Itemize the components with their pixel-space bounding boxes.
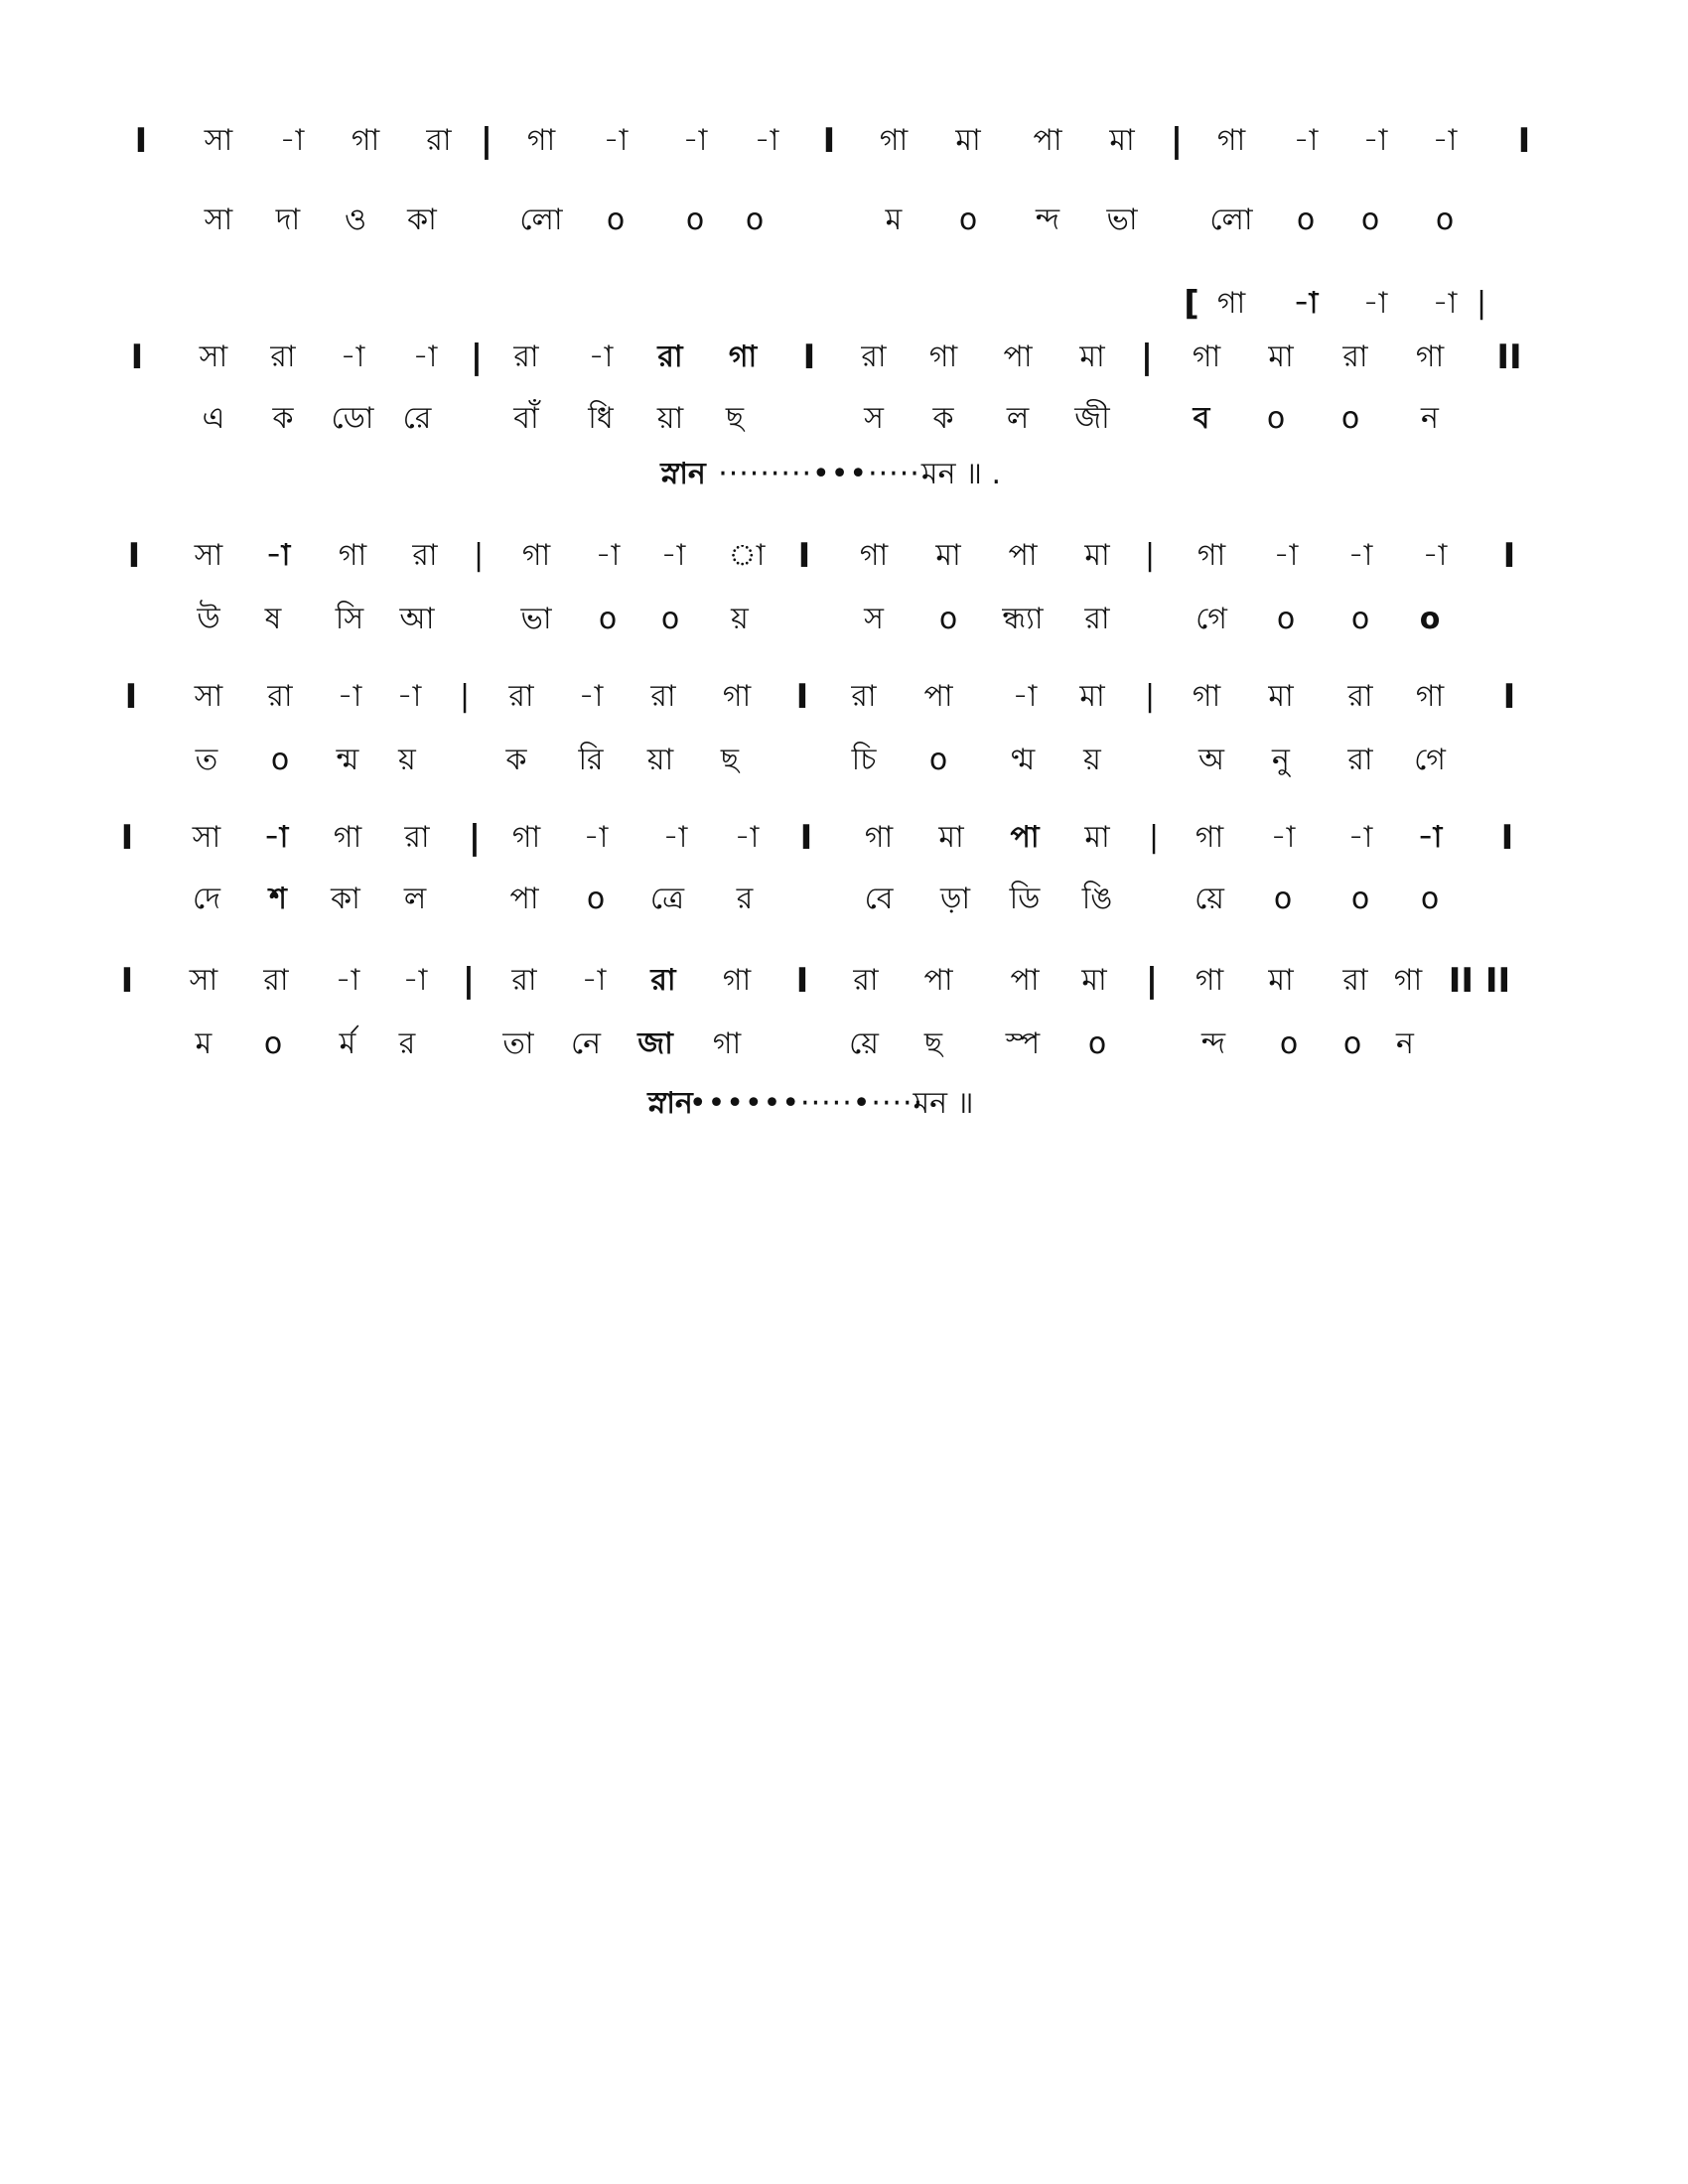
swara-note: রা (270, 340, 296, 374)
swara-note: পা (1003, 340, 1033, 374)
lyric-syllable: o (1360, 203, 1380, 237)
lyric-syllable: চি (851, 743, 877, 777)
lyric-syllable: জা (637, 1026, 673, 1061)
lyric-syllable: o (1420, 882, 1440, 916)
swara-note: -া (1012, 679, 1038, 714)
lyric-syllable: রে (402, 401, 432, 436)
lyric-syllable: য়া (656, 401, 684, 436)
swara-note: গা (1216, 286, 1246, 321)
refrain-dots: ••••••·····•····· (688, 1086, 924, 1121)
bar-mark: | (468, 818, 482, 858)
lyric-syllable: ন (1396, 1026, 1414, 1061)
line6-lyrics-row (0, 1015, 1688, 1074)
swara-note: -া (263, 820, 289, 855)
lyric-syllable: ড়া (939, 882, 971, 916)
lyric-syllable: o (660, 602, 680, 636)
lyric-syllable: রি (578, 743, 604, 777)
lyric-syllable: ব (1193, 401, 1210, 436)
lyric-syllable: য়া (646, 743, 674, 777)
refrain-row-2 (0, 1074, 1688, 1134)
lyric-syllable: ত (195, 743, 218, 777)
lyric-syllable: o (1296, 203, 1316, 237)
swara-note: -া (1347, 538, 1373, 573)
swara-note: রা (861, 340, 887, 374)
bar-mark: | (462, 961, 476, 1001)
refrain-dots: ·········•••····· (718, 457, 920, 491)
swara-note: রা (404, 820, 430, 855)
lyric-syllable: র্ম (339, 1026, 356, 1061)
swara-note: পা (1033, 123, 1062, 158)
lyric-syllable: স (864, 602, 884, 636)
bar-mark: | (1144, 679, 1156, 714)
lyric-syllable: ধি (588, 401, 614, 436)
swara-note: রা (1347, 679, 1373, 714)
lyric-syllable: ভা (1106, 203, 1138, 237)
line3-lyrics-row (0, 590, 1688, 649)
lyric-syllable: র (398, 1026, 416, 1061)
lyric-syllable: নু (1272, 743, 1290, 777)
swara-note: রা (650, 679, 676, 714)
swara-note: গা (1192, 340, 1221, 374)
lyric-syllable: এ (202, 401, 225, 436)
line5-swara-row (0, 808, 1688, 868)
bar-mark: II II (1448, 961, 1511, 1001)
lyric-syllable: o (1266, 401, 1286, 436)
refrain-row-1 (0, 445, 1688, 504)
swara-note: সা (194, 679, 223, 714)
lyric-syllable: ও (344, 203, 367, 237)
swara-note: মা (1084, 538, 1110, 573)
bar-mark: II (1496, 338, 1522, 377)
swara-note: রা (513, 340, 539, 374)
lyric-syllable: ণ্ম (1010, 743, 1036, 777)
swara-note: -া (396, 679, 422, 714)
swara-note: সা (204, 123, 233, 158)
lyric-syllable: তা (502, 1026, 534, 1061)
bar-mark: I (795, 961, 809, 1001)
swara-note: রা (853, 963, 879, 998)
lyric-syllable: উ (197, 602, 220, 636)
lyric-syllable: ন (1421, 401, 1439, 436)
swara-note: গা (1415, 679, 1445, 714)
line2-swara-row (0, 328, 1688, 387)
swara-note: মা (935, 538, 961, 573)
lyric-syllable: দা (275, 203, 301, 237)
bar-mark: | (1476, 286, 1487, 321)
lyric-syllable: ঙি (1081, 882, 1113, 916)
lyric-syllable: ল (1006, 401, 1030, 436)
alternate-bar-row (0, 274, 1688, 334)
lyric-syllable: ল (403, 882, 427, 916)
lyric-syllable: লো (519, 203, 563, 237)
lyric-syllable: o (598, 602, 618, 636)
lyric-syllable: o (1350, 602, 1370, 636)
bar-mark: | (480, 121, 493, 161)
swara-note: মা (1084, 820, 1110, 855)
swara-note: মা (1081, 963, 1107, 998)
lyric-syllable: ক (272, 401, 294, 436)
swara-note: মা (955, 123, 981, 158)
bar-mark: I (795, 677, 809, 717)
lyric-syllable: শ (269, 882, 287, 916)
lyric-syllable: o (1435, 203, 1455, 237)
swara-note: পা (1008, 538, 1038, 573)
bar-mark: I (1500, 818, 1514, 858)
swara-note: -া (583, 820, 609, 855)
lyric-syllable: দে (193, 882, 220, 916)
swara-note: গা (511, 820, 541, 855)
swara-note: পা (1010, 963, 1040, 998)
swara-note: গা (333, 820, 362, 855)
lyric-syllable: পা (509, 882, 539, 916)
line6-swara-row (0, 951, 1688, 1011)
swara-note: গা (526, 123, 556, 158)
lyric-syllable: o (958, 203, 978, 237)
lyric-syllable: য়ে (1195, 882, 1224, 916)
lyric-syllable: য় (731, 602, 749, 636)
swara-note: গা (1393, 963, 1423, 998)
bar-mark: I (124, 677, 138, 717)
line3-swara-row (0, 526, 1688, 586)
swara-note: মা (1109, 123, 1135, 158)
lyric-syllable: ডো (331, 401, 374, 436)
lyric-syllable: কা (331, 882, 360, 916)
line2-lyrics-row (0, 389, 1688, 449)
bar-mark: I (120, 818, 134, 858)
lyric-syllable: আ (399, 602, 435, 636)
swara-note: গা (1216, 123, 1246, 158)
swara-note: গা (879, 123, 909, 158)
lyric-syllable: কা (407, 203, 437, 237)
lyric-syllable: o (1087, 1026, 1107, 1061)
bar-mark: | (470, 338, 484, 377)
lyric-syllable: o (586, 882, 606, 916)
bar-mark: I (1502, 536, 1516, 576)
lyric-syllable: গা (712, 1026, 742, 1061)
swara-note: -া (335, 963, 360, 998)
lyric-syllable: সা (204, 203, 233, 237)
lyric-syllable: o (1340, 401, 1360, 436)
lyric-syllable: ডি (1009, 882, 1041, 916)
line1-lyrics-row (0, 191, 1688, 250)
lyric-syllable: রা (1347, 743, 1373, 777)
swara-note: গা (1192, 679, 1221, 714)
lyric-syllable: o (1273, 882, 1293, 916)
lyric-syllable: ম (885, 203, 903, 237)
swara-note: গা (859, 538, 889, 573)
lyric-syllable: বাঁ (513, 401, 539, 436)
swara-note: -া (1422, 538, 1448, 573)
lyric-syllable: o (745, 203, 765, 237)
swara-note: রা (1342, 340, 1368, 374)
swara-note: -া (1432, 286, 1458, 321)
lyric-syllable: ন্দ (1035, 203, 1060, 237)
bar-mark: I (1502, 677, 1516, 717)
swara-note: মা (1268, 963, 1294, 998)
swara-note: া (728, 538, 766, 573)
lyric-syllable: স্প (1005, 1026, 1041, 1061)
lyric-syllable: সি (335, 602, 364, 636)
lyric-syllable: ক (932, 401, 954, 436)
swara-note: মা (1079, 340, 1105, 374)
bar-mark: I (797, 536, 811, 576)
bar-mark: | (459, 679, 471, 714)
swara-note: -া (1347, 820, 1373, 855)
swara-note: রা (426, 123, 452, 158)
bar-mark: | (1148, 820, 1160, 855)
lyric-syllable: o (270, 743, 290, 777)
swara-note: মা (1268, 340, 1294, 374)
lyric-syllable: ছ (923, 1026, 943, 1061)
lyric-syllable: ন্দ (1200, 1026, 1226, 1061)
swara-note: রা (511, 963, 537, 998)
lyric-syllable: ম (195, 1026, 212, 1061)
lyric-syllable: গে (1414, 743, 1446, 777)
lyric-syllable: লো (1209, 203, 1253, 237)
swara-note: গা (728, 340, 758, 374)
swara-note: -া (581, 963, 607, 998)
swara-note: রা (263, 963, 289, 998)
swara-note: রা (1342, 963, 1368, 998)
swara-note: -া (412, 340, 438, 374)
lyric-syllable: ভা (520, 602, 552, 636)
swara-note: গা (928, 340, 958, 374)
lyric-syllable: বে (864, 882, 894, 916)
swara-note: -া (1270, 820, 1296, 855)
swara-note: গা (521, 538, 551, 573)
refrain-start: স্নান (660, 457, 706, 491)
swara-note: -া (337, 679, 362, 714)
line4-lyrics-row (0, 731, 1688, 790)
swara-note: -া (1293, 123, 1319, 158)
refrain-end: মন ॥ . (920, 457, 1002, 491)
lyric-syllable: র (736, 882, 754, 916)
swara-note: পা (923, 963, 953, 998)
lyric-syllable: ন্ম (336, 743, 359, 777)
swara-note: -া (595, 538, 621, 573)
bar-mark: I (134, 121, 148, 161)
lyric-syllable: জী (1074, 401, 1110, 436)
swara-note: -া (588, 340, 614, 374)
swara-note: -া (402, 963, 428, 998)
lyric-syllable: ছ (720, 743, 740, 777)
bar-mark: | (1140, 338, 1154, 377)
swara-note: গা (338, 538, 367, 573)
lyric-syllable: ষ (264, 602, 282, 636)
swara-note: -া (1362, 286, 1388, 321)
lyric-syllable: গে (1196, 602, 1227, 636)
bar-mark: I (130, 338, 144, 377)
swara-note: -া (734, 820, 760, 855)
line1-swara-row (0, 111, 1688, 171)
bar-mark: | (1145, 961, 1159, 1001)
lyric-syllable: o (928, 743, 948, 777)
swara-note: -া (660, 538, 686, 573)
lyric-syllable: রা (1084, 602, 1110, 636)
bar-mark: | (1170, 121, 1184, 161)
swara-note: সা (194, 538, 223, 573)
swara-note: রা (267, 679, 293, 714)
swara-note: রা (851, 679, 877, 714)
lyric-syllable: o (1350, 882, 1370, 916)
lyric-syllable: o (1276, 602, 1296, 636)
swara-note: সা (192, 820, 221, 855)
swara-note: রা (508, 679, 534, 714)
bar-mark: I (120, 961, 134, 1001)
swara-note: -া (603, 123, 629, 158)
swara-note: -া (1432, 123, 1458, 158)
swara-note: -া (340, 340, 365, 374)
bar-mark: I (1517, 121, 1531, 161)
lyric-syllable: স (864, 401, 884, 436)
swara-note: গা (1415, 340, 1445, 374)
lyric-syllable: অ (1198, 743, 1224, 777)
swara-note: পা (923, 679, 953, 714)
refrain-start: স্নান (647, 1086, 693, 1121)
swara-note: রা (650, 963, 676, 998)
bar-mark: | (473, 538, 485, 573)
lyric-syllable: য় (398, 743, 416, 777)
swara-note: -া (1293, 286, 1319, 321)
swara-note: গা (864, 820, 894, 855)
lyric-syllable: o (1279, 1026, 1299, 1061)
lyric-syllable: o (685, 203, 705, 237)
swara-note: গা (722, 679, 752, 714)
bar-mark: I (127, 536, 141, 576)
swara-note: -া (662, 820, 688, 855)
swara-note: রা (412, 538, 438, 573)
swara-note: -া (578, 679, 604, 714)
lyric-syllable: য় (1083, 743, 1101, 777)
swara-note: গা (351, 123, 380, 158)
swara-note: -া (1417, 820, 1443, 855)
swara-note: -া (754, 123, 779, 158)
swara-note: গা (722, 963, 752, 998)
swara-note: রা (657, 340, 683, 374)
swara-note: -া (279, 123, 305, 158)
bar-mark: | (1144, 538, 1156, 573)
refrain-end: মন ॥ (913, 1086, 974, 1121)
swara-note: মা (938, 820, 964, 855)
bar-mark: I (802, 338, 816, 377)
swara-note: সা (189, 963, 218, 998)
bar-mark: I (799, 818, 813, 858)
swara-note: -া (1273, 538, 1299, 573)
lyric-syllable: ত্রে (649, 882, 685, 916)
lyric-syllable: o (938, 602, 958, 636)
bar-mark: I (822, 121, 836, 161)
swara-note: -া (265, 538, 291, 573)
swara-note: -া (682, 123, 708, 158)
lyric-syllable: ক (505, 743, 527, 777)
swara-note: পা (1010, 820, 1040, 855)
swara-note: মা (1268, 679, 1294, 714)
lyric-syllable: নে (570, 1026, 602, 1061)
lyric-syllable: o (1342, 1026, 1362, 1061)
swara-note: মা (1079, 679, 1105, 714)
line5-lyrics-row (0, 870, 1688, 929)
line4-swara-row (0, 667, 1688, 727)
swara-note: সা (199, 340, 228, 374)
lyric-syllable: ছ (725, 401, 745, 436)
swara-note: গা (1196, 538, 1226, 573)
bracket-mark: [ (1184, 284, 1199, 324)
lyric-syllable: o (1419, 602, 1441, 636)
lyric-syllable: য়ে (849, 1026, 879, 1061)
swara-note: -া (1362, 123, 1388, 158)
lyric-syllable: ন্ধ্যা (1002, 602, 1044, 636)
lyric-syllable: o (263, 1026, 283, 1061)
lyric-syllable: o (606, 203, 626, 237)
swara-note: গা (1195, 820, 1224, 855)
swara-note: গা (1195, 963, 1224, 998)
